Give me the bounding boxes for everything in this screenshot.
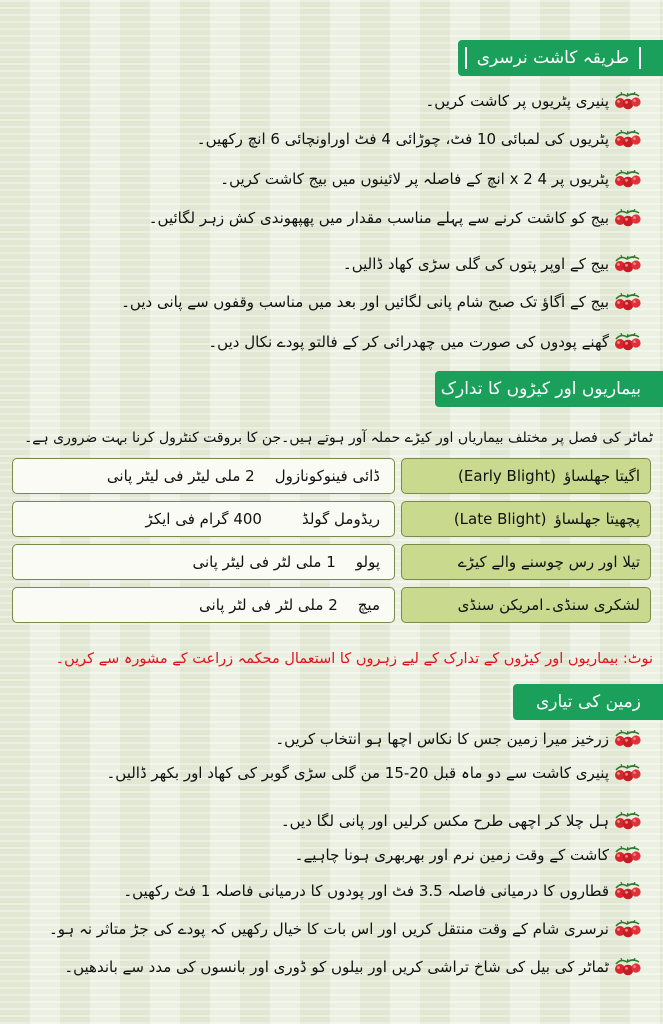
list-item-text: زرخیز میرا زمین جس کا نکاس اچھا ہو انتخاب کریں۔: [275, 730, 609, 748]
list-item: [275, 730, 645, 748]
list-item-text: قطاروں کا درمیانی فاصلہ 3.5 فٹ اور پودوں کا درمیانی فاصلہ 1 فٹ رکھیں۔: [123, 882, 609, 900]
tomato-berries-icon: [613, 812, 643, 830]
tomato-berries-icon: [613, 764, 643, 782]
list-item-text: ہل چلا کر اچھی طرح مکس کرلیں اور پانی لگا دیں۔: [280, 812, 609, 830]
treatment-product: میچ: [357, 596, 380, 614]
treatment-dose: 2 ملی لیٹر فی لیٹر پانی: [106, 467, 255, 485]
tomato-berries-icon: [613, 846, 643, 864]
treatment-product: ڈائی فینوکونازول: [274, 467, 380, 485]
list-item-text: بیج کے اوپر پتوں کی گلی سڑی کھاد ڈالیں۔: [342, 255, 609, 273]
list-item: [208, 333, 645, 351]
pests-section-header: [435, 371, 663, 407]
treatment-dose: 2 ملی لٹر فی لٹر پانی: [199, 596, 338, 614]
list-item: [295, 846, 645, 864]
list-item: [49, 920, 645, 938]
list-item-text: کاشت کے وقت زمین نرم اور بھربھری ہونا چاہیے۔: [294, 846, 609, 864]
pest-name-cell: [401, 587, 651, 623]
soil-section-header: [513, 684, 663, 720]
pest-name: اگیتا جھلساؤ: [563, 467, 640, 485]
pests-intro: ٹماٹر کی فصل پر مختلف بیماریاں اور کیڑے حملہ آور ہوتے ہیں۔جن کا بروقت کنٹرول کرنا بہت ضروری ہے۔: [24, 430, 653, 446]
treatment-product: ریڈومل گولڈ: [301, 510, 380, 528]
tomato-berries-icon: [613, 882, 643, 900]
pest-name: لشکری سنڈی۔امریکن سنڈی: [457, 596, 640, 614]
list-item-text: بیج کے اُگاؤ تک صبح شام پانی لگائیں اور بعد میں مناسب وقفوں سے پانی دیں۔: [121, 293, 609, 311]
list-item: [123, 882, 645, 900]
tomato-berries-icon: [613, 293, 643, 311]
pests-note: نوٹ: بیماریوں اور کیڑوں کے تدارک کے لیے زہروں کا استعمال محکمہ زراعت کے مشورہ سے کریں۔: [55, 651, 653, 667]
pest-name: پچھیتا جھلساؤ: [554, 510, 640, 528]
tomato-berries-icon: [613, 170, 643, 188]
treatment-cell: [12, 544, 395, 580]
table-row: [12, 501, 651, 537]
tomato-berries-icon: [613, 333, 643, 351]
tomato-berries-icon: [613, 920, 643, 938]
treatment-dose: 1 ملی لٹر فی لیٹر پانی: [192, 553, 336, 571]
table-row: [12, 544, 651, 580]
list-item: [281, 812, 645, 830]
pest-name-english: (Late Blight): [453, 510, 547, 528]
pest-name-english: (Early Blight): [458, 467, 556, 485]
tomato-berries-icon: [613, 209, 643, 227]
treatment-cell: [12, 501, 395, 537]
list-item-text: گھنے پودوں کی صورت میں چھدرائی کر کے فالتو پودے نکال دیں۔: [208, 333, 609, 351]
tomato-berries-icon: [613, 255, 643, 273]
treatment-cell: [12, 587, 395, 623]
list-item: [149, 209, 645, 227]
list-item-text: نرسری شام کے وقت منتقل کریں اور اس بات کا خیال رکھیں کہ پودے کی جڑ متاثر نہ ہو۔: [48, 920, 609, 938]
nursery-title: طریقہ کاشت نرسری: [465, 47, 641, 69]
list-item-text: پنیری پٹریوں پر کاشت کریں۔: [425, 92, 609, 110]
tomato-berries-icon: [613, 730, 643, 748]
list-item: [64, 958, 645, 976]
treatment-cell: [12, 458, 395, 494]
tomato-berries-icon: [613, 958, 643, 976]
tomato-berries-icon: [613, 130, 643, 148]
list-item-text: پنیری کاشت سے دو ماہ قبل 20-15 من گلی سڑی گوبر کی کھاد اور بکھر ڈالیں۔: [106, 764, 609, 782]
treatment-product: پولو: [355, 553, 380, 571]
list-item-text: ٹماٹر کی بیل کی شاخ تراشی کریں اور بیلوں کو ڈوری اور بانسوں کی مدد سے باندھیں۔: [64, 958, 609, 976]
list-item-text: پٹریوں کی لمبائی 10 فٹ، چوڑائی 4 فٹ اوراونچائی 6 انچ رکھیں۔: [196, 130, 609, 148]
list-item-text: پٹریوں پر 4 x 2 انچ کے فاصلہ پر لائینوں میں بیج کاشت کریں۔: [220, 170, 609, 188]
list-item: [426, 92, 646, 110]
list-item: [220, 170, 645, 188]
pests-title: بیماریوں اور کیڑوں کا تدارک: [440, 379, 641, 399]
table-row: [12, 458, 651, 494]
pest-name-cell: [401, 501, 651, 537]
treatment-dose: 400 گرام فی ایکڑ: [145, 510, 262, 528]
pest-table: [12, 458, 651, 630]
list-item-text: بیج کو کاشت کرنے سے پہلے مناسب مقدار میں پھپھوندی کش زہر لگائیں۔: [148, 209, 609, 227]
pest-name-cell: [401, 458, 651, 494]
nursery-section-header: [458, 40, 663, 76]
pest-name-cell: [401, 544, 651, 580]
table-row: [12, 587, 651, 623]
tomato-berries-icon: [613, 92, 643, 110]
pest-name: تیلا اور رس چوسنے والے کیڑے: [457, 553, 640, 571]
list-item: [106, 764, 645, 782]
list-item: [343, 255, 645, 273]
soil-title: زمین کی تیاری: [535, 692, 641, 712]
list-item: [121, 293, 645, 311]
list-item: [197, 130, 645, 148]
